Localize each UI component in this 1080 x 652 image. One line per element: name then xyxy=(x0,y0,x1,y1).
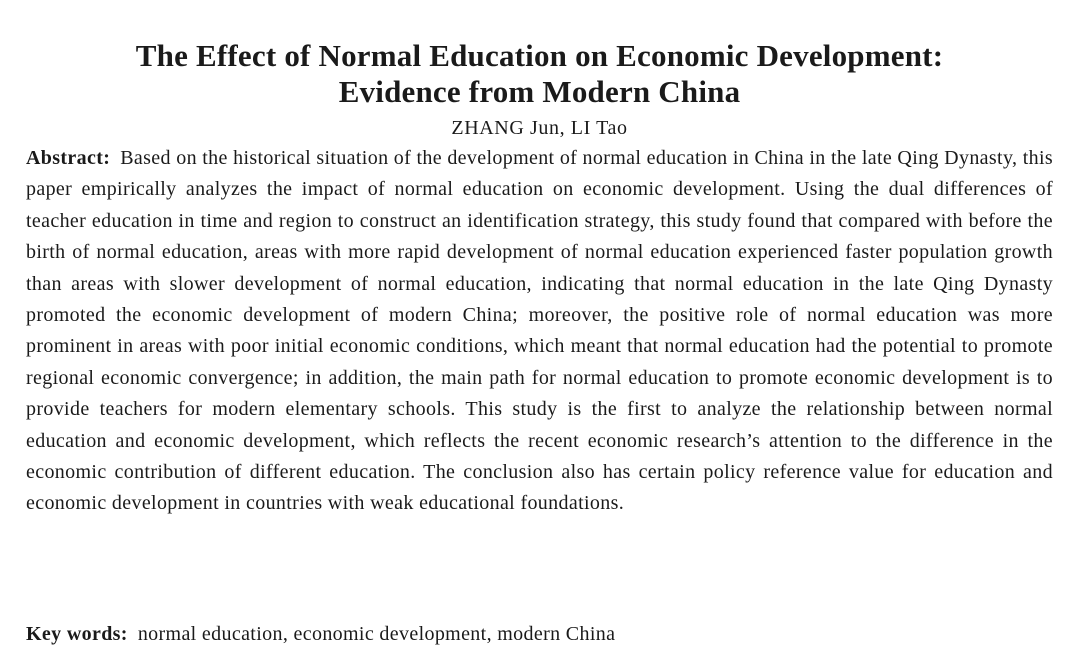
abstract-text: Based on the historical situation of the development of normal education in China in the late Qing Dynasty, this paper empirically analyzes the impact of normal education on economic development. Using the dual differences of teacher education in time and region to construct an identification strategy, this study found that compared with before the birth of normal education, areas with more rapid development of normal education experienced faster population growth than areas with slower development of normal education, indicating that normal education in the late Qing Dynasty promoted the economic development of modern China; moreover, the positive role of normal education was more prominent in areas with poor initial economic conditions, which meant that normal education had the potential to promote regional economic convergence; in addition, the main path for normal education to promote economic development is to provide teachers for modern elementary schools. This study is the first to analyze the relationship between normal education and economic development, which reflects the recent economic research’s attention to the difference in the economic contribution of different education. The conclusion also has certain policy reference value for education and economic development in countries with weak educational foundations. xyxy=(26,147,1053,515)
paper-page xyxy=(26,0,1053,520)
title-line-2: Evidence from Modern China xyxy=(338,74,741,109)
abstract-paragraph xyxy=(26,143,1053,520)
keywords-text: normal education, economic development, modern China xyxy=(137,623,616,645)
abstract-label: Abstract: xyxy=(26,147,111,169)
paper-title xyxy=(26,38,1053,110)
author-list: ZHANG Jun, LI Tao xyxy=(451,117,628,139)
title-line-1: The Effect of Normal Education on Economic Development: xyxy=(135,38,944,73)
keywords-line xyxy=(26,620,615,648)
keywords-label: Key words: xyxy=(26,623,128,645)
